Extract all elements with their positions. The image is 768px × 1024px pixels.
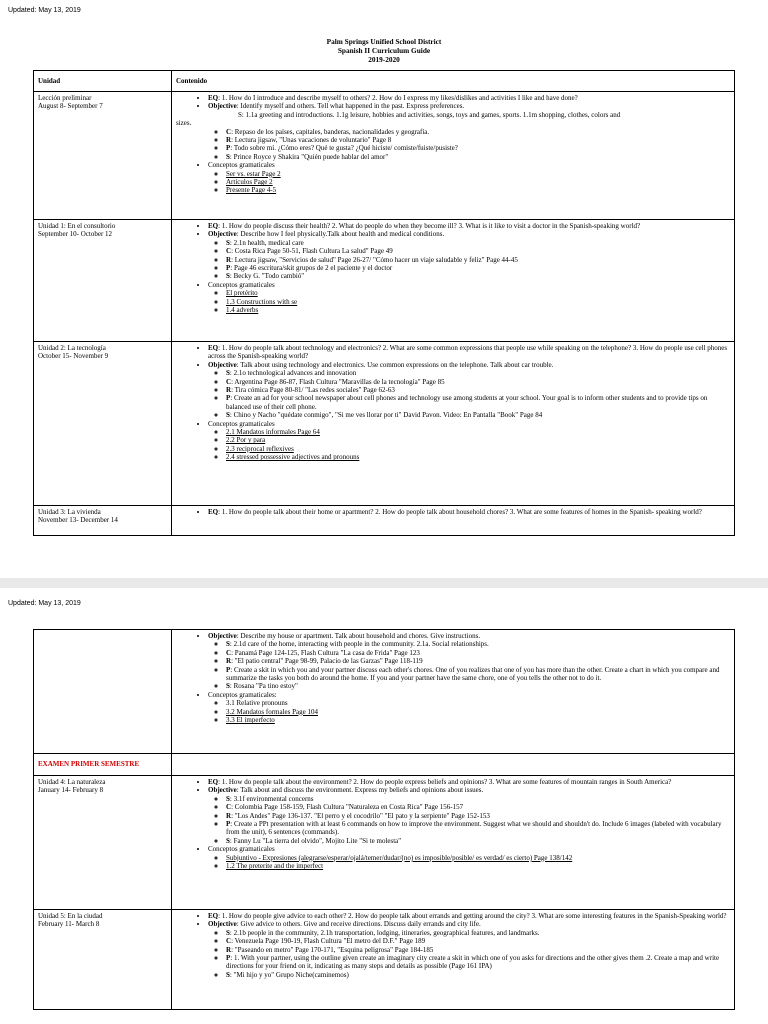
list-item: • EQ: 1. How do I introduce and describe myself to others? 2. How do I express my likes/dislikes and activities I like and have done?	[208, 94, 730, 102]
content-cell	[172, 220, 735, 342]
list-item: • Objective: Describe my house or apartment. Talk about household and chores. Give instructions. ◦ S: 2.1d care of the home, interacting with people in the community. 2.1a. Social relationships. ◦ C: Panamá Page 124-125, Flash Cultura "La casa de Frida" Page 123 ◦ R: "El patio central" Page 98-99, Palacio de las Garzas" Page 118-119 ◦ P: Create a skit in which you and your partner discuss each other's chores. One of you realizes that one of you has more than the other. Create a chart in which you compare and summarize the tasks you both do around the home. If you and your partner have the same chore, one of you tells the other not to do it. ◦ S: Rosana "Pa tino estoy"	[208, 632, 730, 691]
unit-name: Unidad 1: En el consultorio	[38, 222, 116, 230]
list-item: ◦ C: Repaso de los países, capitales, banderas, nacionalidades y geografía.	[226, 128, 730, 136]
unit-dates: September 10- October 12	[38, 230, 113, 239]
list-item: • Conceptos gramaticales ◦ Ser vs. estar Page 2 ◦ Artículos Page 2 ◦ Presente Page 4-5	[208, 161, 730, 195]
unit-dates: February 11- March 8	[38, 920, 100, 929]
content-cell	[172, 630, 735, 754]
list-item: • EQ: 1. How do people discuss their health? 2. What do people do when they become ill? 3. What is it like to visit a doctor in the Spanish-speaking world?	[208, 222, 730, 230]
list-item: ◦ C: Venezuela Page 190-19, Flash Cultura "El metro del D.F." Page 189	[226, 937, 730, 945]
unit-cell	[34, 910, 172, 1010]
unit-cell	[34, 776, 172, 910]
content-cell	[172, 776, 735, 910]
list-item: ◦ C: Costa Rica Page 50-51, Flash Cultura La salud" Page 49	[226, 247, 730, 255]
list-item: ◦ C: Colombia Page 158-159, Flash Cultura "Naturaleza en Costa Rica" Page 156-157	[226, 803, 730, 811]
table-row	[34, 342, 735, 506]
list-item: ◦ R: Lectura jigsaw, "Unas vacaciones de voluntario" Page 8	[226, 136, 730, 144]
list-item: ◦ S: "Mi hijo y yo" Grupo Niche(caminemos)	[226, 971, 730, 979]
list-item: ◦ P: 1. With your partner, using the outline given create an imaginary city create a skit in which one of you asks for directions and the other gives them .2. Create a map and write directions for your friend on it, indicating as many steps and details as possible (Page 161 IPA)	[226, 954, 730, 971]
list-item: ◦ S: Rosana "Pa tino estoy"	[226, 682, 730, 690]
list-item: ◦ R: Lectura jigsaw, "Servicios de salud" Page 26-27/ "Cómo hacer un viaje saludable y feliz" Page 44-45	[226, 256, 730, 264]
grammar-link[interactable]: ◦ 2.1 Mandatos informales Page 64	[226, 428, 730, 436]
table-row	[34, 754, 735, 776]
curriculum-table-continued	[33, 629, 735, 1010]
document-title	[0, 37, 768, 64]
list-item: ◦ S: 3.1f environmental concerns	[226, 795, 730, 803]
list-item: ◦ R: "Paseando en metro" Page 170-171, "Esquina peligrosa" Page 184-185	[226, 946, 730, 954]
header-unidad: Unidad	[34, 71, 172, 92]
grammar-link[interactable]: ◦ 1.4 adverbs	[226, 306, 730, 314]
list-item: ◦ S: 2.1o technological advances and innovation	[226, 369, 730, 377]
unit-name: Unidad 2: La tecnología	[38, 344, 106, 352]
unit-dates: November 13- December 14	[38, 516, 118, 525]
unit-dates: August 8- September 7	[38, 102, 103, 111]
list-item: • Conceptos gramaticales ◦ 2.1 Mandatos informales Page 64 ◦ 2.2 Por y para ◦ 2.3 reciprocal reflexives ◦ 2.4 stressed possessive adjectives and pronouns	[208, 420, 730, 462]
standards-line: S: 1.1a greeting and introductions. 1.1g leisure, hobbies and activities, songs, toys and games, sports. 1.1m shopping, clothes, colors and	[238, 110, 621, 119]
unit-name: Unidad 3: La vivienda	[38, 508, 101, 516]
list-item: ◦ R: "Los Andes" Page 136-137. "El perro y el cocodrilo" "El pato y la serpiente" Page 152-153	[226, 812, 730, 820]
grammar-link[interactable]: ◦ El pretérito	[226, 289, 730, 297]
unit-cell	[34, 220, 172, 342]
list-item: ◦ S: Chino y Nacho "quédate conmigo", "Si me ves llorar por ti" David Pavon. Video: En Pantalla "Book" Page 84	[226, 411, 730, 419]
list-item: ◦ P: Page 46 escritura/skit grupos de 2 el paciente y el doctor	[226, 264, 730, 272]
list-item: • Objective: Identify myself and others. Tell what happened in the past. Express preferences. S: 1.1a greeting and introductions. 1.1g leisure, hobbies and activities, songs, toys and games, sports. 1.1m shopping, clothes, colors and	[208, 102, 730, 119]
table-row	[34, 92, 735, 220]
table-row	[34, 910, 735, 1010]
list-item: • Objective: Give advice to others. Give and receive directions. Discuss daily errands and city life. ◦ S: 2.1b people in the community, 2.1h transportation, lodging, itineraries, geographical features, and landmarks. ◦ C: Venezuela Page 190-19, Flash Cultura "El metro del D.F." Page 189 ◦ R: "Paseando en metro" Page 170-171, "Esquina peligrosa" Page 184-185 ◦ P: 1. With your partner, using the outline given create an imaginary city create a skit in which one of you asks for directions and the other gives them .2. Create a map and write directions for your friend on it, indicating as many steps and details as possible (Page 161 IPA) ◦ S: "Mi hijo y yo" Grupo Niche(caminemos)	[208, 920, 730, 979]
list-item: ◦ P: Todo sobre mí. ¿Cómo eres? Qué te gusta? ¿Qué hiciste/ comiste/fuiste/pusiste?	[226, 144, 730, 152]
list-item: • EQ: 1. How do people talk about technology and electronics? 2. What are some common expressions that people use while speaking on the telephone? 3. How do people use cell phones across the Spanish-speaking world?	[208, 344, 730, 361]
list-item: ◦ P: Create a PPt presentation with at least 6 commands on how to improve the environment. Suggest what we should and shouldn't do. Include 6 images (labeled with vocabulary from the unit), 6 sentences (commands).	[226, 820, 730, 837]
list-item: ◦ S: Fanny Lu "La tierra del olvido", Mojito Lite "Si te molesta"	[226, 837, 730, 845]
grammar-link[interactable]: ◦ 2.4 stressed possessive adjectives and pronouns	[226, 453, 730, 461]
list-item: • EQ: 1. How do people talk about the environment? 2. How do people express beliefs and opinions? 3. What are some features of mountain ranges in South America?	[208, 778, 730, 786]
list-item: ◦ R: "El patio central" Page 98-99, Palacio de las Garzas" Page 118-119	[226, 657, 730, 665]
content-cell	[172, 92, 735, 220]
unit-name: Unidad 5: En la ciudad	[38, 912, 103, 920]
header-contenido: Contenido	[172, 71, 735, 92]
list-item: ◦ P: Create a skit in which you and your partner discuss each other's chores. One of you realizes that one of you has more than the other. Create a chart in which you compare and summarize the tasks you both do around the home. If you and your partner have the same chore, one of you tells the other not to do it.	[226, 666, 730, 683]
grammar-link[interactable]: ◦ 3.2 Mandatos formales Page 104	[226, 708, 730, 716]
list-item: • Objective: Talk about using technology and electronics. Use common expressions on the telephone. Talk about car trouble. ◦ S: 2.1o technological advances and innovation ◦ C: Argentina Page 86-87, Flash Cultura "Maravillas de la tecnología" Page 85 ◦ R: Tira cómica Page 80-81/ "Las redes sociales" Page 62-63 ◦ P: Create an ad for your school newspaper about cell phones and technology use among students at your school. Your goal is to inform other students and to provide tips on balanced use of their cell phone. ◦ S: Chino y Nacho "quédate conmigo", "Si me ves llorar por ti" David Pavon. Video: En Pantalla "Book" Page 84	[208, 361, 730, 420]
list-item: • EQ: 1. How do people talk about their home or apartment? 2. How do people talk about household chores? 3. What are some features of homes in the Spanish- speaking world?	[208, 508, 730, 516]
list-item: ◦ S: 2.1b people in the community, 2.1h transportation, lodging, itineraries, geographical features, and landmarks.	[226, 929, 730, 937]
school-year: 2019-2020	[368, 55, 400, 64]
list-item: ◦ S: 2.1n health, medical care	[226, 239, 730, 247]
grammar-link[interactable]: ◦ Artículos Page 2	[226, 178, 730, 186]
unit-cell	[34, 342, 172, 506]
content-cell	[172, 506, 735, 536]
list-item: • Objective: Talk about and discuss the environment. Express my beliefs and opinions about issues. ◦ S: 3.1f environmental concerns ◦ C: Colombia Page 158-159, Flash Cultura "Naturaleza en Costa Rica" Page 156-157 ◦ R: "Los Andes" Page 136-137. "El perro y el cocodrilo" "El pato y la serpiente" Page 152-153 ◦ P: Create a PPt presentation with at least 6 commands on how to improve the environment. Suggest what we should and shouldn't do. Include 6 images (labeled with vocabulary from the unit), 6 sentences (commands). ◦ S: Fanny Lu "La tierra del olvido", Mojito Lite "Si te molesta"	[208, 786, 730, 845]
standards-tail: sizes.	[176, 119, 192, 128]
table-row	[34, 630, 735, 754]
table-row	[34, 220, 735, 342]
list-item: ◦ C: Argentina Page 86-87, Flash Cultura "Maravillas de la tecnología" Page 85	[226, 378, 730, 386]
unit-name: Lección preliminar	[38, 94, 92, 102]
list-item: • Conceptos gramaticales: ◦ 3.1 Relative pronouns ◦ 3.2 Mandatos formales Page 104 ◦ 3.3 El imperfecto	[208, 691, 730, 725]
list-item: ◦ S: 2.1d care of the home, interacting with people in the community. 2.1a. Social relationships.	[226, 640, 730, 648]
table-header-row	[34, 71, 735, 92]
updated-date: Updated: May 13, 2019	[8, 600, 81, 607]
unit-cell	[34, 754, 172, 776]
page-separator	[0, 578, 768, 588]
grammar-link[interactable]: ◦ Ser vs. estar Page 2	[226, 170, 730, 178]
table-row	[34, 776, 735, 910]
grammar-link[interactable]: ◦ 3.3 El imperfecto	[226, 716, 730, 724]
grammar-link[interactable]: ◦ 2.3 reciprocal reflexives	[226, 445, 730, 453]
content-cell	[172, 342, 735, 506]
unit-dates: October 15- November 9	[38, 352, 109, 361]
content-cell	[172, 754, 735, 776]
grammar-link[interactable]: ◦ 1.2 The preterite and the imperfect	[226, 862, 730, 870]
unit-cell	[34, 92, 172, 220]
grammar-link[interactable]: ◦ 2.2 Por y para	[226, 436, 730, 444]
district-name: Palm Springs Unified School District	[326, 37, 442, 46]
unit-cell	[34, 506, 172, 536]
list-item: • EQ: 1. How do people give advice to each other? 2. How do people talk about errands and getting around the city? 3. What are some interesting features in the Spanish-Speaking world?	[208, 912, 730, 920]
grammar-link[interactable]: ◦ Presente Page 4-5	[226, 186, 730, 194]
list-item: ◦ P: Create an ad for your school newspaper about cell phones and technology use among students at your school. Your goal is to inform other students and to provide tips on balanced use of their cell phone.	[226, 394, 730, 411]
guide-name: Spanish II Curriculum Guide	[337, 46, 431, 55]
curriculum-table	[33, 70, 735, 536]
list-item: • Conceptos gramaticales ◦ El pretérito ◦ 1.3 Constructions with se ◦ 1.4 adverbs	[208, 281, 730, 315]
exam-label: EXAMEN PRIMER SEMESTRE	[38, 760, 140, 769]
grammar-link[interactable]: ◦ Subjuntivo - Expresiones (alegrarse/esperar/ojalá/temer/dudar/(no) es imposible/posible/ es verdad/ es cierto) Page 138/142	[226, 854, 730, 862]
grammar-item: ◦ 3.1 Relative pronouns	[226, 699, 730, 707]
list-item: • Objective: Describe how I feel physically.Talk about health and medical conditions. ◦ S: 2.1n health, medical care ◦ C: Costa Rica Page 50-51, Flash Cultura La salud" Page 49 ◦ R: Lectura jigsaw, "Servicios de salud" Page 26-27/ "Cómo hacer un viaje saludable y feliz" Page 44-45 ◦ P: Page 46 escritura/skit grupos de 2 el paciente y el doctor ◦ S: Becky G. "Todo cambió"	[208, 230, 730, 280]
unit-cell	[34, 630, 172, 754]
list-item: ◦ C: Panamá Page 124-125, Flash Cultura "La casa de Frida" Page 123	[226, 649, 730, 657]
list-item: • Conceptos gramaticales ◦ Subjuntivo - Expresiones (alegrarse/esperar/ojalá/temer/dudar/(no) es imposible/posible/ es verdad/ es cierto) Page 138/142 ◦ 1.2 The preterite and the imperfect	[208, 845, 730, 870]
list-item: ◦ R: Tira cómica Page 80-81/ "Las redes sociales" Page 62-63	[226, 386, 730, 394]
document-page-2	[0, 588, 768, 1024]
unit-name: Unidad 4: La naturaleza	[38, 778, 106, 786]
content-cell	[172, 910, 735, 1010]
updated-date: Updated: May 13, 2019	[8, 7, 81, 14]
list-item: ◦ S: Prince Royce y Shakira "Quién puede hablar del amor"	[226, 153, 730, 161]
unit-dates: January 14- February 8	[38, 786, 104, 795]
table-row	[34, 506, 735, 536]
grammar-link[interactable]: ◦ 1.3 Constructions with se	[226, 298, 730, 306]
list-item: ◦ S: Becky G. "Todo cambió"	[226, 272, 730, 280]
